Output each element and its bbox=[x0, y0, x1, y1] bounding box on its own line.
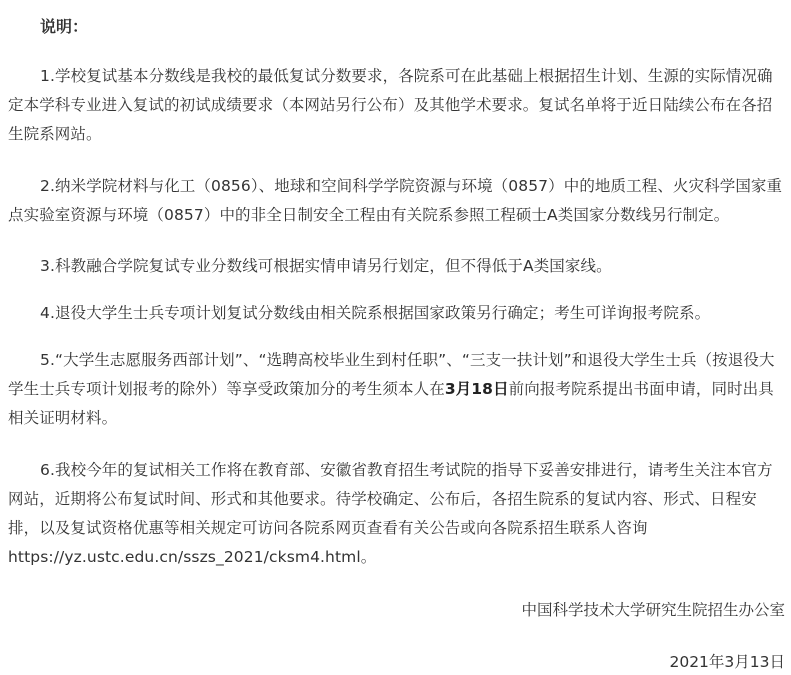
paragraph-4: 4.退役大学生士兵专项计划复试分数线由相关院系根据国家政策另行确定；考生可详询报考院系。 bbox=[40, 304, 711, 322]
notice-heading: 说明： bbox=[40, 17, 89, 36]
paragraph-5-text-start: 5.“大学生志愿服务西部计划”、“选聘高校毕业生到村任职”、“三支一扶计划”和退役大学生士兵（按退役大学生士兵专项计划报考的除外）等享受政策加分的考生须本人在 bbox=[8, 351, 775, 398]
paragraph-3: 3.科教融合学院复试专业分数线可根据实情申请另行划定，但不得低于A类国家线。 bbox=[40, 257, 612, 275]
deadline-date-highlight: 3月18日 bbox=[444, 380, 509, 398]
paragraph-6: 6.我校今年的复试相关工作将在教育部、安徽省教育招生考试院的指导下妥善安排进行，请考生关注本官方网站，近期将公布复试时间、形式和其他要求。待学校确定、公布后，各招生院系的复试内容、形式、日程安排，以及复试资格优惠等相关规定可访问各院系网页查看有关公告或向各院系招生联系人咨询https://yz.ustc.edu.cn/sszs_2021/cksm4.html。 bbox=[8, 461, 773, 566]
paragraph-1: 1.学校复试基本分数线是我校的最低复试分数要求，各院系可在此基础上根据招生计划、生源的实际情况确定本学科专业进入复试的初试成绩要求（本网站另行公布）及其他学术要求。复试名单将于近日陆续公布在各招生院系网站。 bbox=[8, 67, 773, 143]
paragraph-5 bbox=[8, 346, 786, 433]
paragraph-5-text-end: 前向报考院系提出书面申请，同时出具相关证明材料。 bbox=[8, 380, 774, 427]
signature-date: 2021年3月13日 bbox=[669, 653, 785, 671]
paragraph-2: 2.纳米学院材料与化工（0856）、地球和空间科学学院资源与环境（0857）中的地质工程、火灾科学国家重点实验室资源与环境（0857）中的非全日制安全工程由有关院系参照工程硕士A类国家分数线另行制定。 bbox=[8, 177, 783, 224]
signature-office: 中国科学技术大学研究生院招生办公室 bbox=[521, 601, 785, 619]
